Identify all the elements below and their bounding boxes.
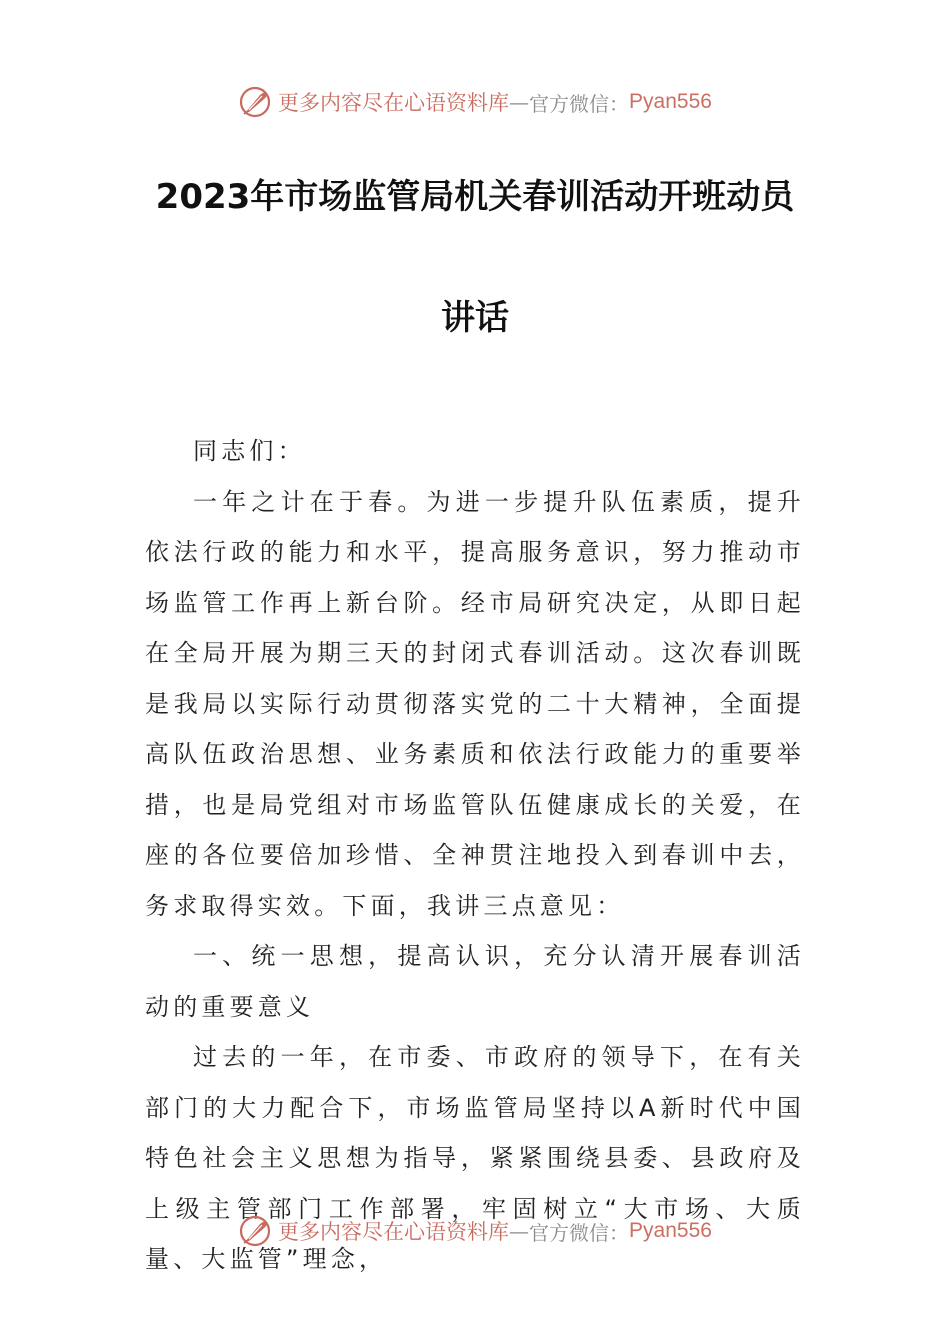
watermark-sub-text: 官方微信：	[529, 1220, 630, 1245]
footer-watermark	[0, 1211, 950, 1251]
header-watermark	[0, 82, 950, 122]
section-heading: 一、统一思想，提高认识，充分认清开展春训活动的重要意义	[145, 942, 805, 1021]
document-body	[145, 426, 805, 1285]
watermark-wechat-id: Pyan556	[629, 1219, 712, 1242]
quill-logo-icon	[238, 1214, 272, 1248]
document-title-line2: 讲话	[441, 298, 509, 338]
quill-logo-icon	[238, 85, 272, 119]
body-paragraph: 一年之计在于春。为进一步提升队伍素质，提升依法行政的能力和水平，提高服务意识，努力推动市场监管工作再上新台阶。经市局研究决定，从即日起在全局开展为期三天的封闭式春训活动。这次春训既是我局以实际行动贯彻落实党的二十大精神，全面提高队伍政治思想、业务素质和依法行政能力的重要举措，也是局党组对市场监管队伍健康成长的关爱，在座的各位要倍加珍惜、全神贯注地投入到春训中去，务求取得实效。下面，我讲三点意见：	[145, 487, 805, 920]
watermark-dash: —	[509, 1219, 530, 1243]
watermark-dash: —	[509, 90, 530, 114]
watermark-main-text: 更多内容尽在心语资料库	[278, 91, 510, 115]
document-title-line1: 2023年市场监管局机关春训活动开班动员	[155, 177, 795, 217]
body-paragraph: 过去的一年，在市委、市政府的领导下，在有关部门的大力配合下，市场监管局坚持以A新时代中国特色社会主义思想为指导，紧紧围绕县委、县政府及上级主管部门工作部署，牢固树立“大市场、大质量、大监管”理念，	[145, 1043, 805, 1273]
watermark-main-text: 更多内容尽在心语资料库	[278, 1220, 510, 1244]
watermark-wechat-id: Pyan556	[629, 90, 712, 113]
watermark-sub-text: 官方微信：	[529, 91, 630, 116]
salutation: 同志们：	[193, 437, 306, 465]
